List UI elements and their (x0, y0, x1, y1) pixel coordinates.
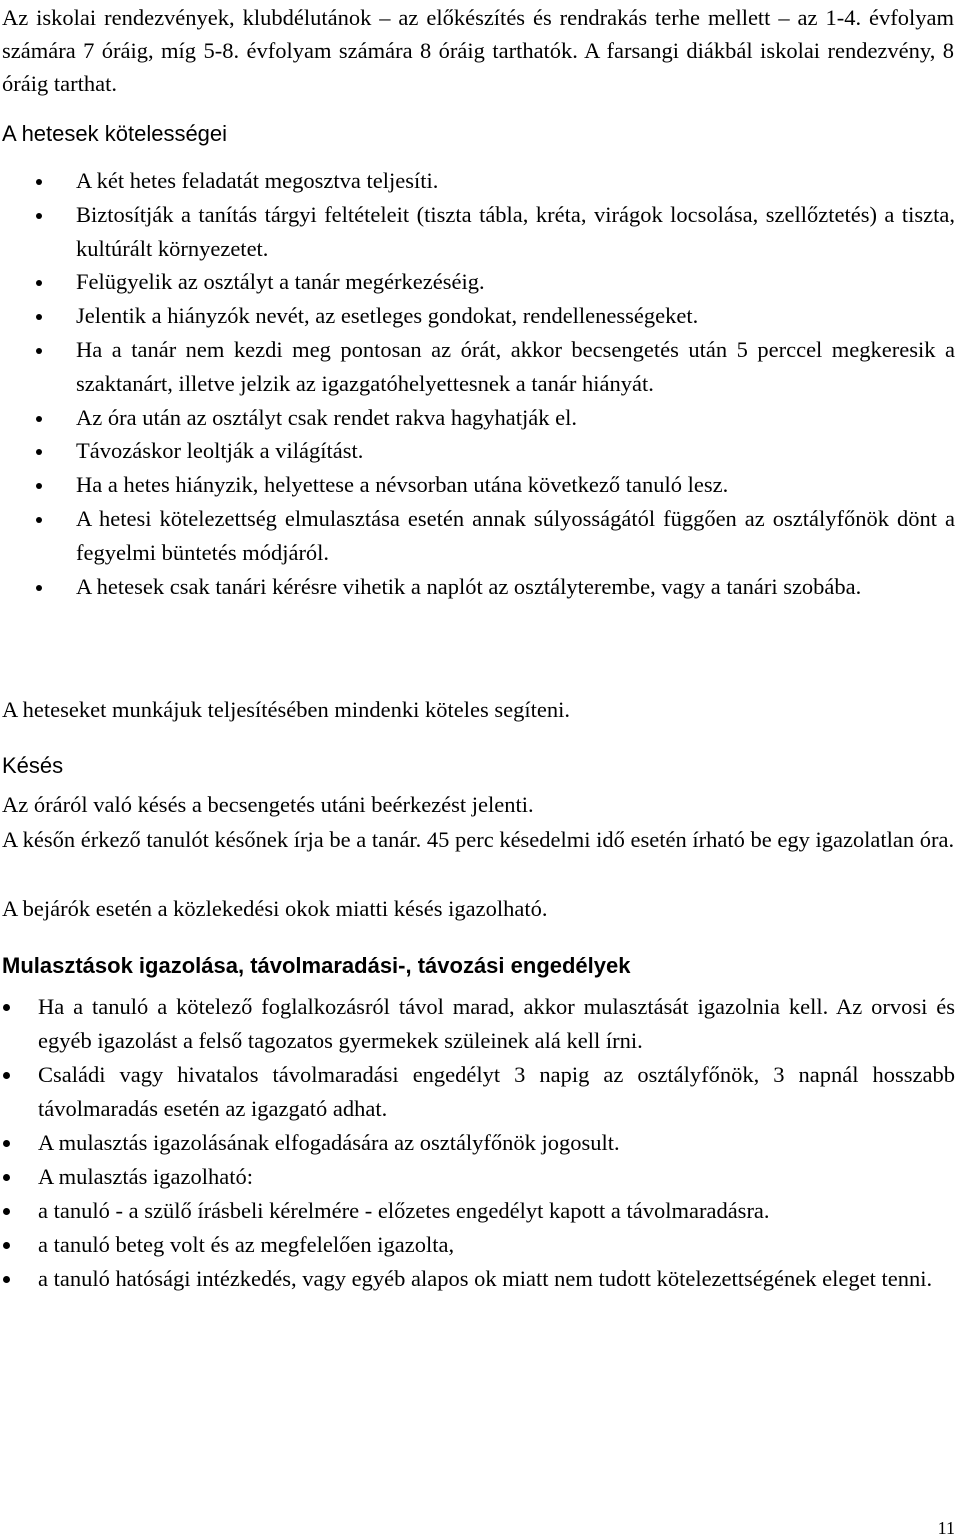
list-item: a tanuló beteg volt és az megfelelően igazolta, (38, 1228, 955, 1262)
hetesek-closing-paragraph: A heteseket munkájuk teljesítésében mindenki köteles segíteni. (2, 697, 570, 722)
bullet-icon (36, 416, 42, 422)
list-item: A hetesi kötelezettség elmulasztása esetén annak súlyosságától függően az osztályfőnök dönt a fegyelmi büntetés módjáról. (76, 502, 955, 570)
list-item: A hetesek csak tanári kérésre vihetik a naplót az osztályterembe, vagy a tanári szobába. (76, 570, 955, 604)
bullet-icon (36, 483, 42, 489)
list-item: Az óra után az osztályt csak rendet rakva hagyhatják el. (76, 401, 955, 435)
keses-paragraph: A későn érkező tanulót későnek írja be a tanár. 45 perc késedelmi idő esetén írható be egy igazolatlan óra. (2, 827, 955, 852)
section-heading-keses: Késés (2, 753, 64, 778)
list-item: Családi vagy hivatalos távolmaradási engedélyt 3 napig az osztályfőnök, 3 napnál hosszabb távolmaradás esetén az igazgató adhat. (38, 1058, 955, 1126)
bullet-icon (3, 1072, 10, 1079)
bullet-icon (3, 1004, 10, 1011)
bullet-icon (36, 585, 42, 591)
bullet-icon (36, 348, 42, 354)
keses-paragraph: Az óráról való késés a becsengetés utáni beérkezést jelenti. (2, 792, 534, 817)
bullet-icon (36, 179, 42, 185)
list-item: A mulasztás igazolásának elfogadására az osztályfőnök jogosult. (38, 1126, 955, 1160)
bullet-icon (3, 1174, 10, 1181)
bullet-icon (36, 213, 42, 219)
bullet-icon (36, 517, 42, 523)
section-heading-hetesek: A hetesek kötelességei (2, 121, 228, 146)
list-item: A mulasztás igazolható: (38, 1160, 955, 1194)
page-number: 11 (937, 1518, 955, 1538)
bullet-icon (3, 1208, 10, 1215)
intro-paragraph: Az iskolai rendezvények, klubdélutánok – az előkészítés és rendrakás terhe mellett – az 1-4. évfolyam számára 7 óráig, míg 5-8. évfolyam számára 8 óráig tarthatók. A farsangi diákbál iskolai rendezvény, 8 óráig tarthat. (2, 5, 954, 96)
list-item: Biztosítják a tanítás tárgyi feltételeit (tiszta tábla, kréta, virágok locsolása, szellőztetés) a tiszta, kultúrált környezetet. (76, 198, 955, 266)
bullet-icon (36, 449, 42, 455)
bullet-icon (3, 1140, 10, 1147)
list-item: A két hetes feladatát megosztva teljesíti. (76, 164, 955, 198)
keses-paragraph: A bejárók esetén a közlekedési okok miatti késés igazolható. (2, 896, 548, 921)
list-item: Ha a tanár nem kezdi meg pontosan az órát, akkor becsengetés után 5 perccel megkeresik a szaktanárt, illetve jelzik az igazgatóhelyettesnek a tanár hiányát. (76, 333, 955, 401)
list-item: Távozáskor leoltják a világítást. (76, 434, 955, 468)
list-item: Jelentik a hiányzók nevét, az esetleges gondokat, rendellenességeket. (76, 299, 955, 333)
list-item: Felügyelik az osztályt a tanár megérkezéséig. (76, 265, 955, 299)
hetesek-duties-list (76, 164, 955, 603)
list-item: a tanuló - a szülő írásbeli kérelmére - előzetes engedélyt kapott a távolmaradásra. (38, 1194, 955, 1228)
list-item: Ha a hetes hiányzik, helyettese a névsorban utána következő tanuló lesz. (76, 468, 955, 502)
bullet-icon (36, 280, 42, 286)
list-item: a tanuló hatósági intézkedés, vagy egyéb alapos ok miatt nem tudott kötelezettségének eleget tenni. (38, 1262, 955, 1296)
bullet-icon (3, 1242, 10, 1249)
bullet-icon (3, 1276, 10, 1283)
section-heading-mulasztasok: Mulasztások igazolása, távolmaradási-, távozási engedélyek (2, 953, 631, 978)
mulasztasok-list (38, 990, 955, 1296)
bullet-icon (36, 314, 42, 320)
list-item: Ha a tanuló a kötelező foglalkozásról távol marad, akkor mulasztását igazolnia kell. Az orvosi és egyéb igazolást a felső tagozatos gyermekek szüleinek alá kell írni. (38, 990, 955, 1058)
